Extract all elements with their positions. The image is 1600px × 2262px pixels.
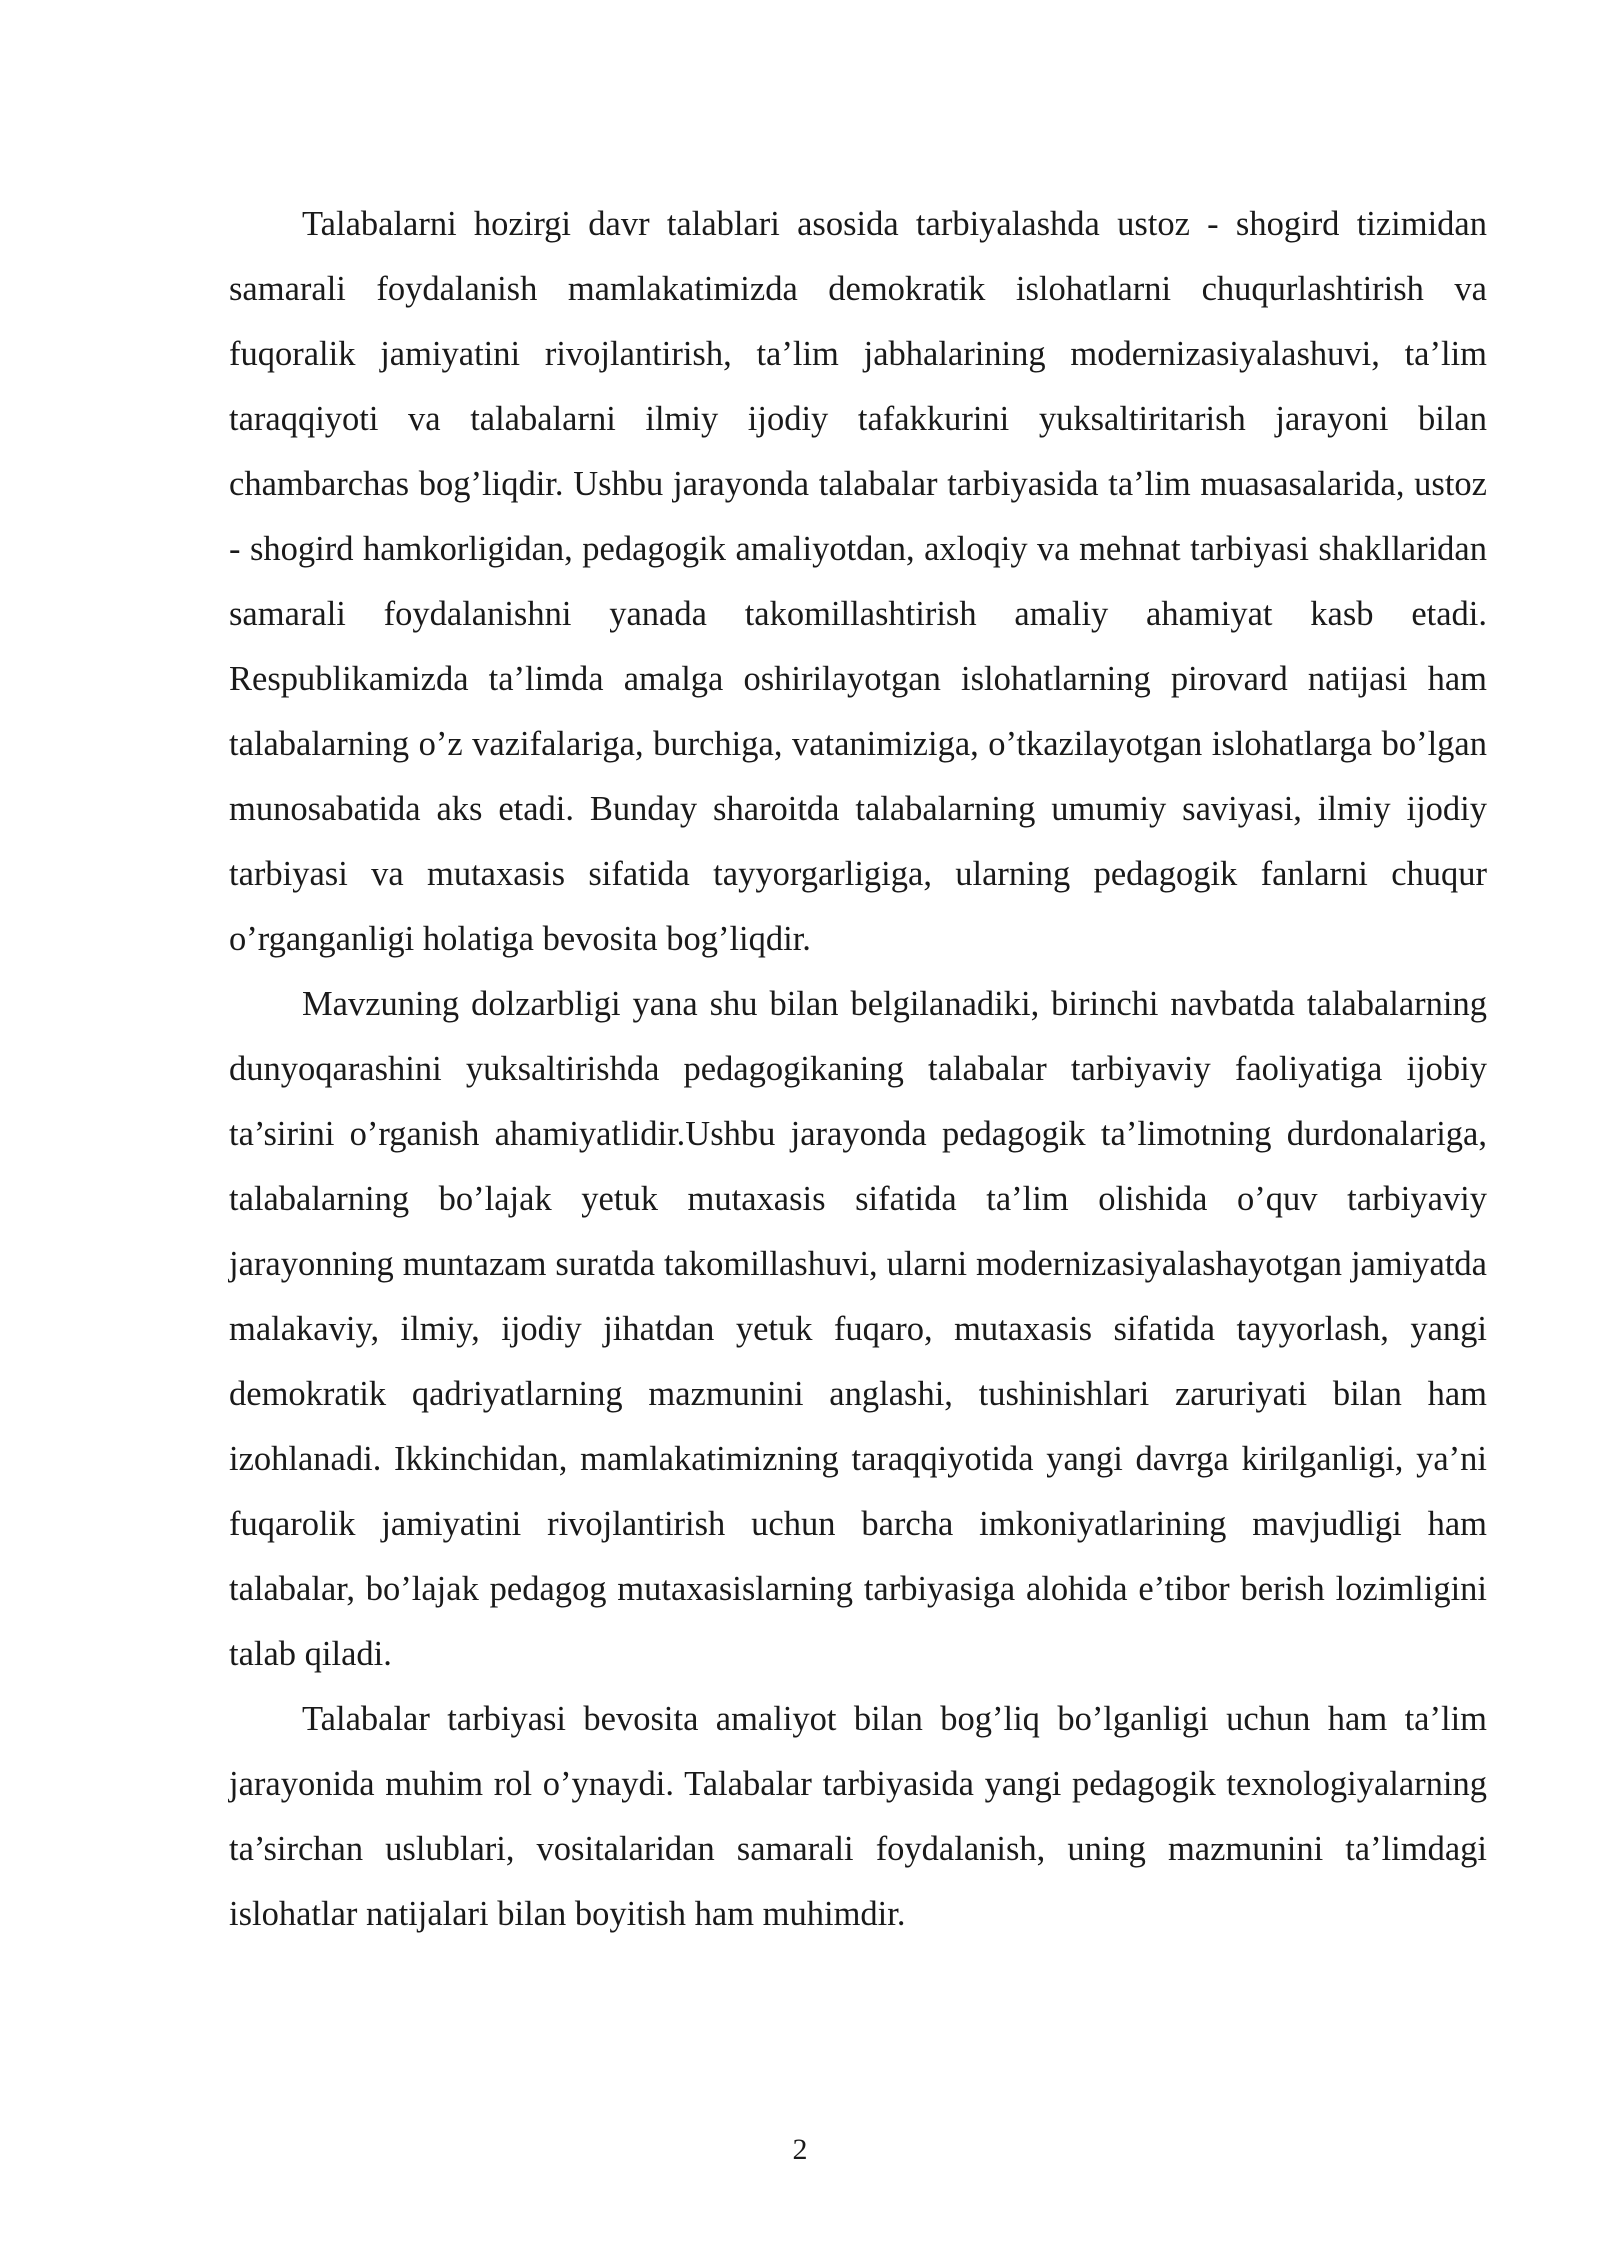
body-text bbox=[229, 192, 1487, 1947]
paragraph-1: Talabalarni hozirgi davr talablari asosida tarbiyalashda ustoz - shogird tizimidan samarali foydalanish mamlakatimizda demokratik islohatlarni chuqurlashtirish va fuqoralik jamiyatini rivojlantirish, ta’lim jabhalarining modernizasiyalashuvi, ta’lim taraqqiyoti va talabalarni ilmiy ijodiy tafakkurini yuksaltiritarish jarayoni bilan chambarchas bog’liqdir. Ushbu jarayonda talabalar tarbiyasida ta’lim muasasalarida, ustoz - shogird hamkorligidan, pedagogik amaliyotdan, axloqiy va mehnat tarbiyasi shakllaridan samarali foydalanishni yanada takomillashtirish amaliy ahamiyat kasb etadi. Respublikamizda ta’limda amalga oshirilayotgan islohatlarning pirovard natijasi ham talabalarning o’z vazifalariga, burchiga, vatanimiziga, o’tkazilayotgan islohatlarga bo’lgan munosabatida aks etadi. Bunday sharoitda talabalarning umumiy saviyasi, ilmiy ijodiy tarbiyasi va mutaxasis sifatida tayyorgarligiga, ularning pedagogik fanlarni chuqur o’rganganligi holatiga bevosita bog’liqdir. bbox=[229, 205, 1487, 958]
paragraph-2: Mavzuning dolzarbligi yana shu bilan belgilanadiki, birinchi navbatda talabalarning dunyoqarashini yuksaltirishda pedagogikaning talabalar tarbiyaviy faoliyatiga ijobiy ta’sirini o’rganish ahamiyatlidir.Ushbu jarayonda pedagogik ta’limotning durdonalariga, talabalarning bo’lajak yetuk mutaxasis sifatida ta’lim olishida o’quv tarbiyaviy jarayonning muntazam suratda takomillashuvi, ularni modernizasiyalashayotgan jamiyatda malakaviy, ilmiy, ijodiy jihatdan yetuk fuqaro, mutaxasis sifatida tayyorlash, yangi demokratik qadriyatlarning mazmunini anglashi, tushinishlari zaruriyati bilan ham izohlanadi. Ikkinchidan, mamlakatimizning taraqqiyotida yangi davrga kirilganligi, ya’ni fuqarolik jamiyatini rivojlantirish uchun barcha imkoniyatlarining mavjudligi ham talabalar, bo’lajak pedagog mutaxasislarning tarbiyasiga alohida e’tibor berish lozimligini talab qiladi. bbox=[229, 985, 1487, 1673]
page-number: 2 bbox=[792, 2133, 808, 2166]
paragraph-3: Talabalar tarbiyasi bevosita amaliyot bilan bog’liq bo’lganligi uchun ham ta’lim jarayonida muhim rol o’ynaydi. Talabalar tarbiyasida yangi pedagogik texnologiyalarning ta’sirchan uslublari, vositalaridan samarali foydalanish, uning mazmunini ta’limdagi islohatlar natijalari bilan boyitish ham muhimdir. bbox=[229, 1700, 1487, 1933]
